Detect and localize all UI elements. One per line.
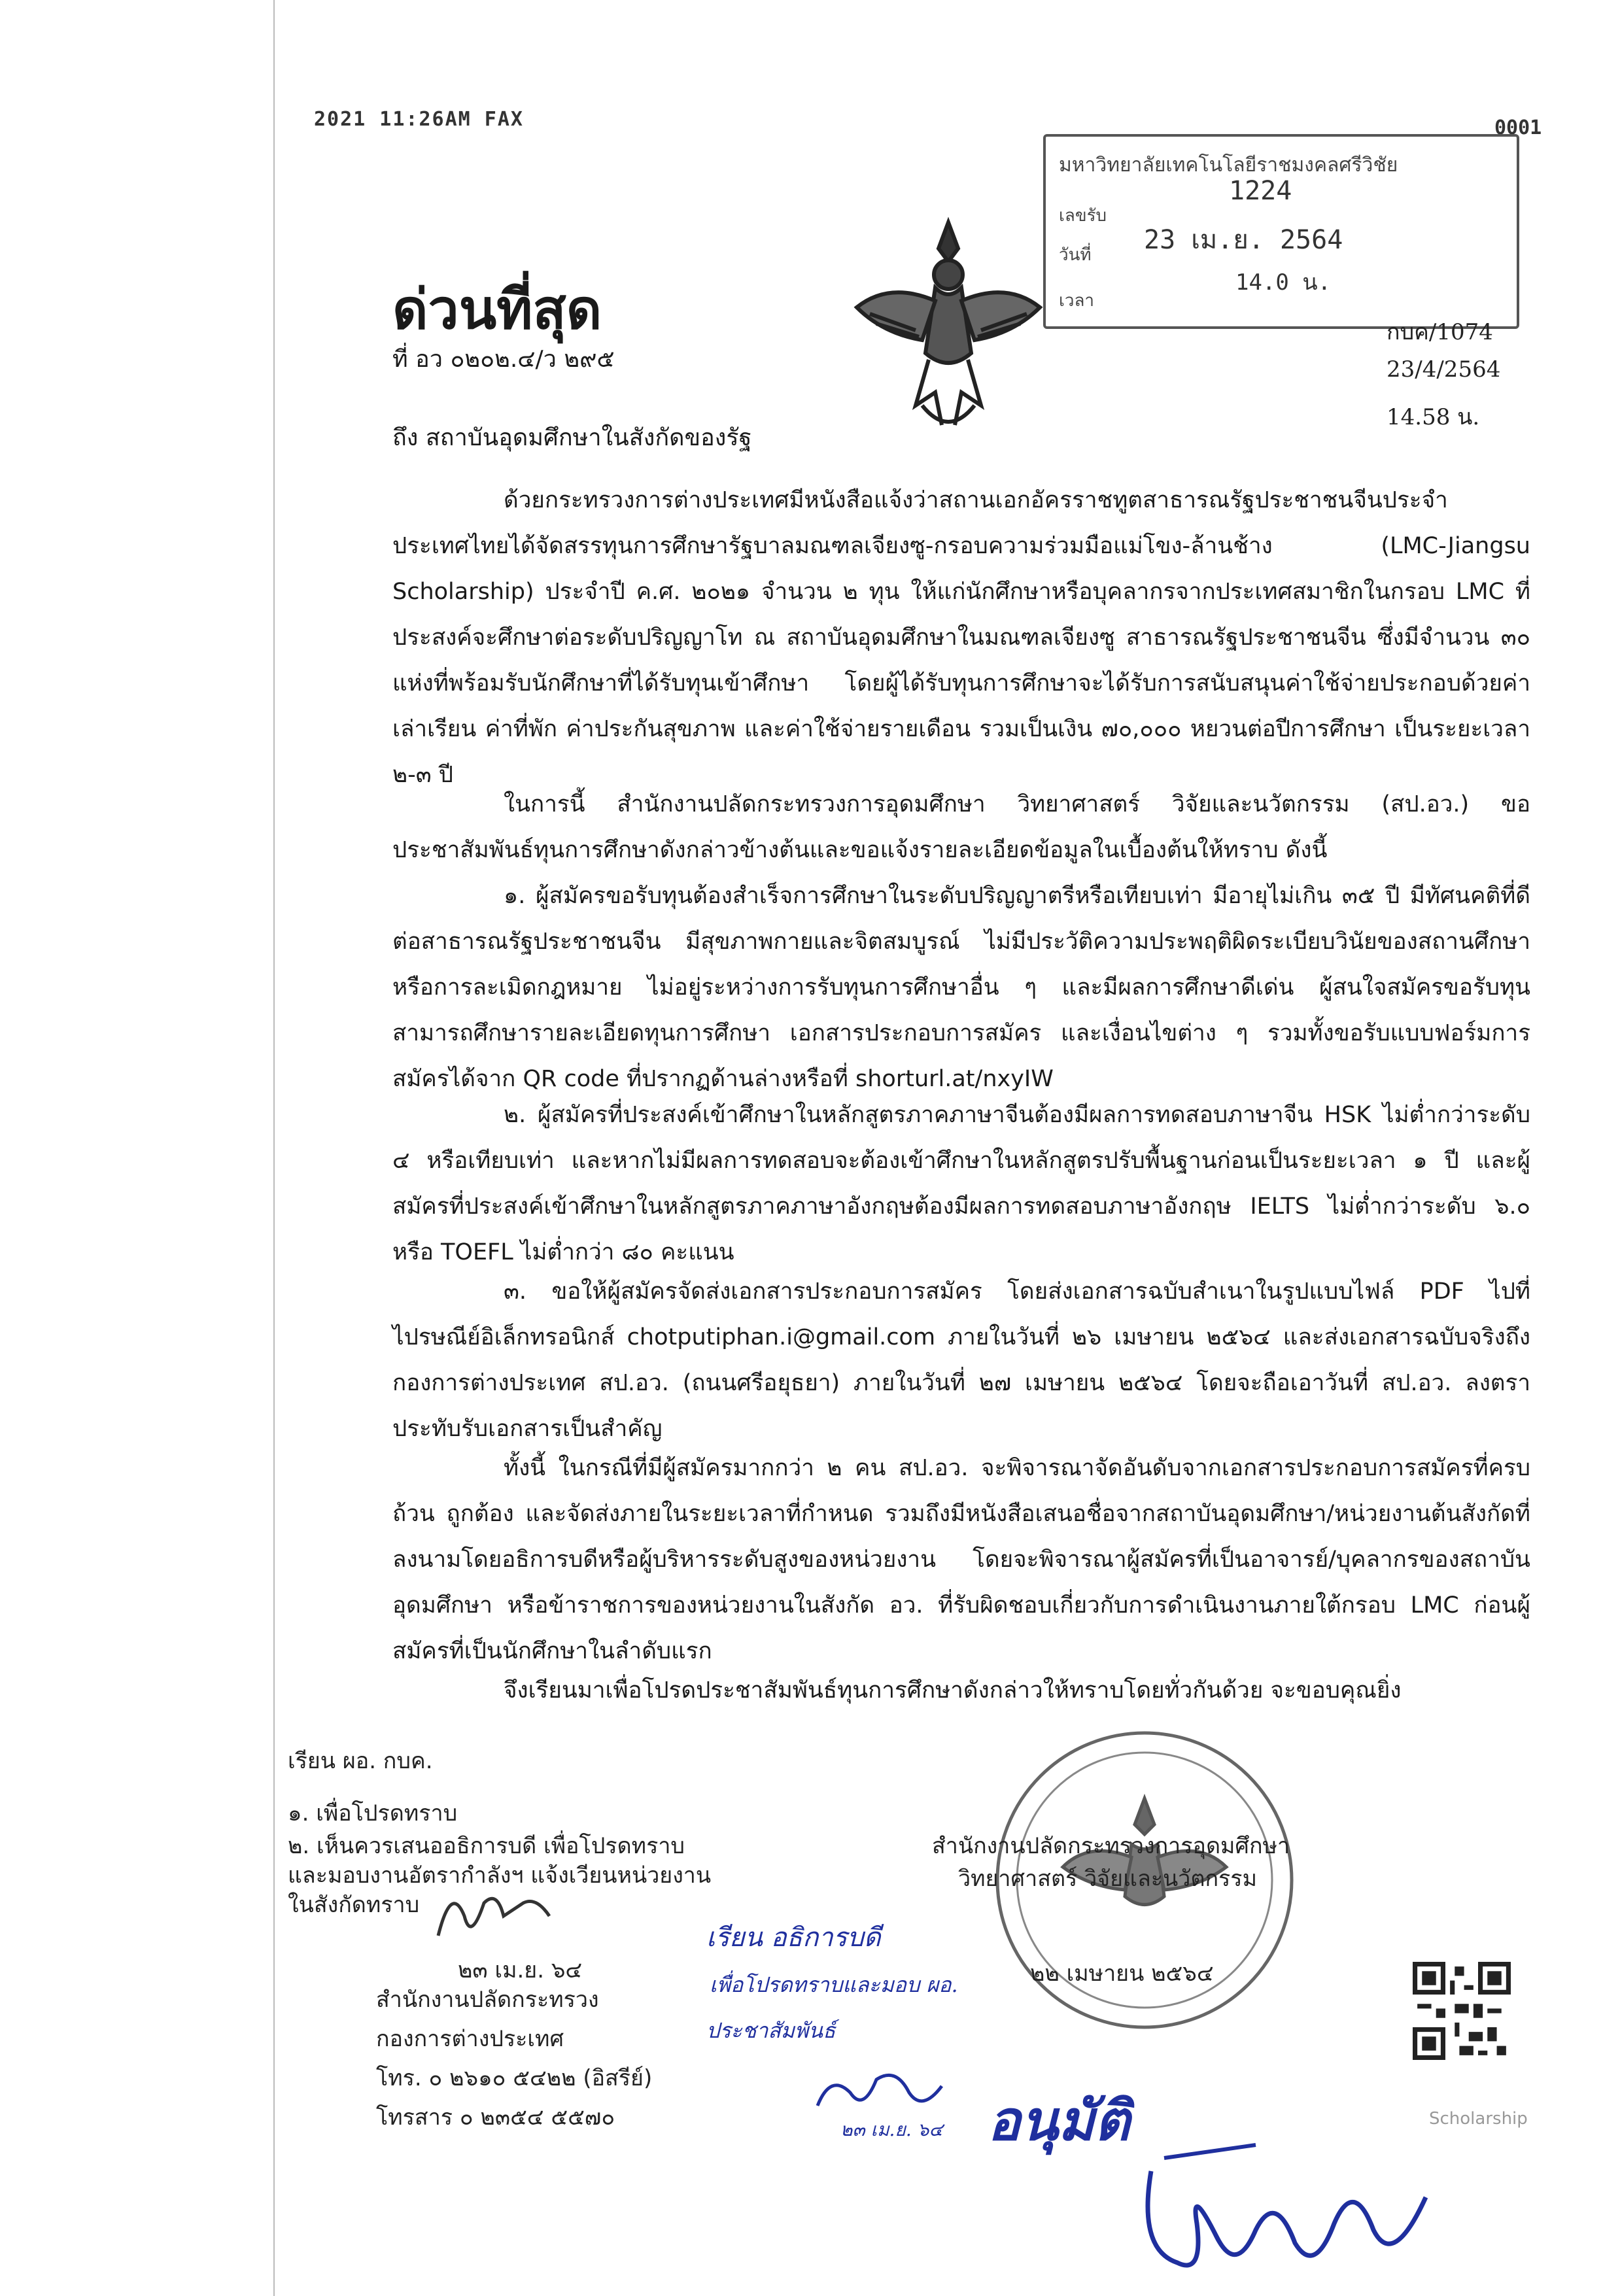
sender-office: สำนักงานปลัดกระทรวง <box>376 1987 599 2013</box>
stamp-label-no: เลขรับ <box>1059 206 1107 226</box>
memo-date: ๒๓ เม.ย. ๖๔ <box>458 1957 583 1983</box>
memo-item-2-line-2: และมอบงานอัตรากำลังฯ แจ้งเวียนหน่วยงาน <box>288 1862 712 1889</box>
receive-time: 14.58 น. <box>1387 404 1480 430</box>
paragraph-item-3: ๓. ขอให้ผู้สมัครจัดส่งเอกสารประกอบการสมัคร โดยส่งเอกสารฉบับสำเนาในรูปแบบไฟล์ PDF ไปที่ไปรษณีย์อิเล็กทรอนิกส์ chotputiphan.i@gmail.com ภายในวันที่ ๒๖ เมษายน ๒๕๖๔ และส่งเอกสารฉบับจริงถึงกองการต่างประเทศ สป.อว. (ถนนศรีอยุธยา) ภายในวันที่ ๒๗ เมษายน ๒๕๖๔ โดยจะถือเอาวันที่ สป.อว. ลงตราประทับรับเอกสารเป็นสำคัญ <box>392 1278 1530 1442</box>
handwritten-note-2: เพื่อโปรดทราบและมอบ ผอ. <box>710 1972 958 1997</box>
fax-header: 2021 11:26AM FAX <box>314 108 524 131</box>
seal-date: ๒๒ เมษายน ๒๕๖๔ <box>1030 1961 1214 1987</box>
seal-line-2: วิทยาศาสตร์ วิจัยและนวัตกรรม <box>958 1866 1257 1892</box>
garuda-emblem-icon <box>844 209 1053 445</box>
qr-caption: Scholarship <box>1429 2109 1528 2129</box>
receive-code: กบค/1074 <box>1387 319 1493 345</box>
sender-division: กองการต่างประเทศ <box>376 2026 564 2052</box>
stamp-org: มหาวิทยาลัยเทคโนโลยีราชมงคลศรีวิชัย <box>1059 154 1398 177</box>
memo-signature-icon <box>425 1877 562 1949</box>
memo-to: เรียน ผอ. กบค. <box>288 1748 433 1774</box>
stamp-label-time: เวลา <box>1059 291 1095 311</box>
handwritten-note-1: เรียน อธิการบดี <box>706 1923 881 1953</box>
memo-item-2-line-1: ๒. เห็นควรเสนออธิการบดี เพื่อโปรดทราบ <box>288 1833 685 1859</box>
sender-fax: โทรสาร ๐ ๒๓๕๔ ๕๕๗๐ <box>376 2104 615 2131</box>
stamp-number: 1224 <box>1229 176 1292 206</box>
paragraph-intro: ด้วยกระทรวงการต่างประเทศมีหนังสือแจ้งว่าสถานเอกอัครราชทูตสาธารณรัฐประชาชนจีนประจำประเทศไทยได้จัดสรรทุนการศึกษารัฐบาลมณฑลเจียงซู-กรอบความร่วมมือแม่โขง-ล้านช้าง (LMC-Jiangsu Scholarship) ประจำปี ค.ศ. ๒๐๒๑ จำนวน ๒ ทุน ให้แก่นักศึกษาหรือบุคลากรจากประเทศสมาชิกในกรอบ LMC ที่ประสงค์จะศึกษาต่อระดับปริญญาโท ณ สถาบันอุดมศึกษาในมณฑลเจียงซู สาธารณรัฐประชาชนจีน ซึ่งมีจำนวน ๓๐ แห่งที่พร้อมรับนักศึกษาที่ได้รับทุนเข้าศึกษา โดยผู้ได้รับทุนการศึกษาจะได้รับการสนับสนุนค่าใช้จ่ายประกอบด้วยค่าเล่าเรียน ค่าที่พัก ค่าประกันสุขภาพ และค่าใช้จ่ายรายเดือน รวมเป็นเงิน ๗๐,๐๐๐ หยวนต่อปีการศึกษา เป็นระยะเวลา ๒-๓ ปี <box>392 487 1530 788</box>
seal-line-1: สำนักงานปลัดกระทรวงการอุดมศึกษา <box>932 1833 1290 1859</box>
receipt-stamp <box>1043 134 1519 329</box>
paragraph-item-2: ๒. ผู้สมัครที่ประสงค์เข้าศึกษาในหลักสูตรภาคภาษาจีนต้องมีผลการทดสอบภาษาจีน HSK ไม่ต่ำกว่าระดับ ๔ หรือเทียบเท่า และหากไม่มีผลการทดสอบจะต้องเข้าศึกษาในหลักสูตรปรับพื้นฐานก่อนเป็นระยะเวลา ๑ ปี และผู้สมัครที่ประสงค์เข้าศึกษาในหลักสูตรภาคภาษาอังกฤษต้องมีผลการทดสอบภาษาอังกฤษ IELTS ไม่ต่ำกว่าระดับ ๖.๐ หรือ TOEFL ไม่ต่ำกว่า ๘๐ คะแนน <box>392 1102 1530 1265</box>
paragraph-announce: ในการนี้ สำนักงานปลัดกระทรวงการอุดมศึกษา วิทยาศาสตร์ วิจัยและนวัตกรรม (สป.อว.) ขอประชาสัมพันธ์ทุนการศึกษาดังกล่าวข้างต้นและขอแจ้งรายละเอียดข้อมูลในเบื้องต้นให้ทราบ ดังนี้ <box>392 791 1530 863</box>
fax-page-code: 0001 <box>1494 116 1542 139</box>
recipient: ถึง สถาบันอุดมศึกษาในสังกัดของรัฐ <box>392 424 752 451</box>
qr-code-icon[interactable] <box>1413 1962 1511 2060</box>
stamp-label-date: วันที่ <box>1059 245 1092 265</box>
paragraph-conditions: ทั้งนี้ ในกรณีที่มีผู้สมัครมากกว่า ๒ คน สป.อว. จะพิจารณาจัดอันดับจากเอกสารประกอบการสมัครที่ครบถ้วน ถูกต้อง และจัดส่งภายในระยะเวลาที่กำหนด รวมถึงมีหนังสือเสนอชื่อจากสถาบันอุดมศึกษา/หน่วยงานต้นสังกัดที่ลงนามโดยอธิการบดีหรือผู้บริหารระดับสูงของหน่วยงาน โดยจะพิจารณาผู้สมัครที่เป็นอาจารย์/บุคลากรของสถาบันอุดมศึกษา หรือข้าราชการของหน่วยงานในสังกัด อว. ที่รับผิดชอบเกี่ยวกับการดำเนินงานภายใต้กรอบ LMC ก่อนผู้สมัครที่เป็นนักศึกษาในลำดับแรก <box>392 1455 1530 1664</box>
paragraph-item-1: ๑. ผู้สมัครขอรับทุนต้องสำเร็จการศึกษาในระดับปริญญาตรีหรือเทียบเท่า มีอายุไม่เกิน ๓๕ ปี มีทัศนคติที่ดีต่อสาธารณรัฐประชาชนจีน มีสุขภาพกายและจิตสมบูรณ์ ไม่มีประวัติความประพฤติผิดระเบียบวินัยของสถานศึกษาหรือการละเมิดกฎหมาย ไม่อยู่ระหว่างการรับทุนการศึกษาอื่น ๆ และมีผลการศึกษาดีเด่น ผู้สนใจสมัครขอรับทุนสามารถศึกษารายละเอียดทุนการศึกษา เอกสารประกอบการสมัคร และเงื่อนไขต่าง ๆ รวมทั้งขอรับแบบฟอร์มการสมัครได้จาก QR code ที่ปรากฏด้านล่างหรือที่ shorturl.at/nxyIW <box>392 883 1530 1092</box>
urgent-heading: ด่วนที่สุด <box>392 277 602 341</box>
handwritten-date: ๒๓ เม.ย. ๖๔ <box>840 2119 943 2140</box>
handwritten-note-3: ประชาสัมพันธ์ <box>706 2018 836 2043</box>
executive-signature-icon <box>1125 2119 1452 2289</box>
stamp-date: 23 เม.ย. 2564 <box>1144 225 1343 255</box>
stamp-time: 14.0 น. <box>1235 269 1332 296</box>
handwritten-approve: อนุมัติ <box>988 2088 1130 2153</box>
paragraph-closing: จึงเรียนมาเพื่อโปรดประชาสัมพันธ์ทุนการศึกษาดังกล่าวให้ทราบโดยทั่วกันด้วย จะขอบคุณยิ่ง <box>504 1677 1402 1704</box>
page-left-edge <box>273 0 275 2296</box>
sender-phone: โทร. ๐ ๒๖๑๐ ๕๔๒๒ (อิสรีย์) <box>376 2065 653 2091</box>
document-number: ที่ อว ๐๒๐๒.๔/ว ๒๙๕ <box>392 346 615 373</box>
memo-item-1: ๑. เพื่อโปรดทราบ <box>288 1800 458 1826</box>
receive-date: 23/4/2564 <box>1387 356 1501 383</box>
memo-item-2-line-3: ในสังกัดทราบ <box>288 1892 420 1918</box>
